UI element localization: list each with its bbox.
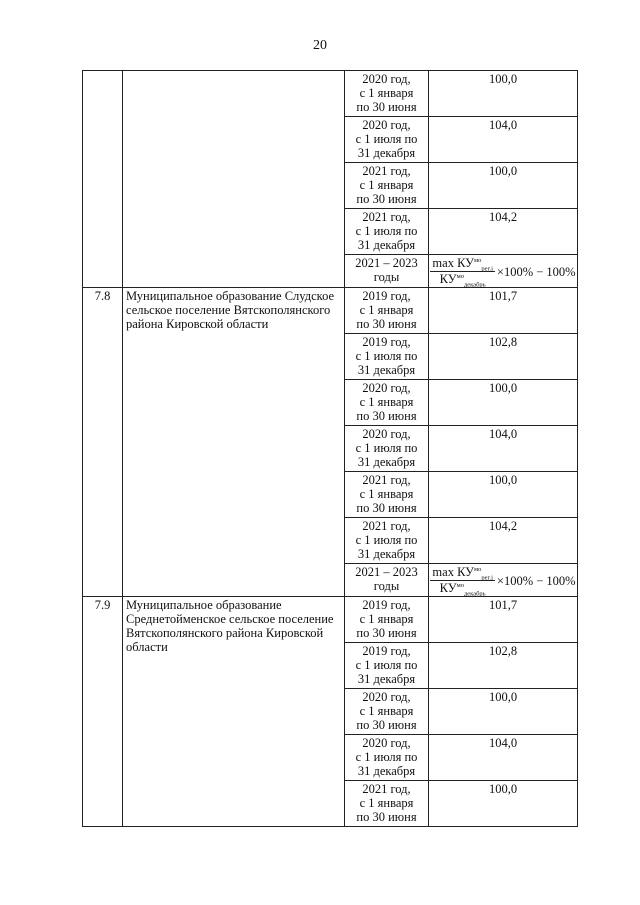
value-cell: 100,0 — [429, 781, 578, 827]
period-cell: 2021 год, с 1 января по 30 июня — [345, 472, 429, 518]
value-cell: 104,2 — [429, 518, 578, 564]
value-cell: 104,0 — [429, 426, 578, 472]
formula-cell — [429, 255, 578, 288]
period-cell: 2020 год, с 1 января по 30 июня — [345, 689, 429, 735]
formula-denominator: $КУ^{мо}_{декабрь}$ — [439, 581, 486, 598]
formula-numerator: $\max КУ^{мо}_{рег.j}$ — [432, 565, 493, 582]
growth-formula — [432, 256, 576, 289]
value-cell: 100,0 — [429, 380, 578, 426]
municipality-name — [123, 71, 345, 288]
value-cell: 100,0 — [429, 163, 578, 209]
period-cell: 2019 год, с 1 января по 30 июня — [345, 288, 429, 334]
formula-tail: ×100% − 100% — [496, 573, 576, 588]
formula-tail: ×100% − 100% — [496, 264, 576, 279]
value-cell: 100,0 — [429, 689, 578, 735]
tariff-table — [82, 70, 578, 827]
section-number — [83, 71, 123, 288]
formula-cell — [429, 564, 578, 597]
section-number: 7.9 — [83, 597, 123, 827]
period-cell: 2020 год, с 1 января по 30 июня — [345, 380, 429, 426]
formula-numerator: $\max КУ^{мо}_{рег.j}$ — [432, 256, 493, 273]
municipality-name: Муниципальное образование Слудское сельское поселение Вятскополянского района Кировской области — [123, 288, 345, 597]
value-cell: 102,8 — [429, 334, 578, 380]
municipality-name: Муниципальное образование Среднетойменское сельское поселение Вятскополянского района Кировской области — [123, 597, 345, 827]
page-number: 20 — [313, 38, 327, 53]
period-cell: 2020 год, с 1 июля по 31 декабря — [345, 426, 429, 472]
table-row — [83, 597, 578, 643]
formula-fraction — [430, 565, 494, 598]
period-cell: 2021 год, с 1 января по 30 июня — [345, 781, 429, 827]
value-cell: 104,0 — [429, 117, 578, 163]
period-cell: 2021 – 2023 годы — [345, 564, 429, 597]
value-cell: 100,0 — [429, 71, 578, 117]
period-cell: 2019 год, с 1 июля по 31 декабря — [345, 643, 429, 689]
period-cell: 2020 год, с 1 июля по 31 декабря — [345, 117, 429, 163]
formula-denominator: $КУ^{мо}_{декабрь}$ — [439, 272, 486, 289]
table-row — [83, 71, 578, 117]
value-cell: 100,0 — [429, 472, 578, 518]
value-cell: 101,7 — [429, 288, 578, 334]
value-cell: 104,2 — [429, 209, 578, 255]
value-cell: 102,8 — [429, 643, 578, 689]
period-cell: 2019 год, с 1 июля по 31 декабря — [345, 334, 429, 380]
period-cell: 2020 год, с 1 июля по 31 декабря — [345, 735, 429, 781]
period-cell: 2021 год, с 1 июля по 31 декабря — [345, 209, 429, 255]
formula-fraction — [430, 256, 494, 289]
value-cell: 104,0 — [429, 735, 578, 781]
period-cell: 2021 год, с 1 января по 30 июня — [345, 163, 429, 209]
period-cell: 2019 год, с 1 января по 30 июня — [345, 597, 429, 643]
table-row — [83, 288, 578, 334]
period-cell: 2021 – 2023 годы — [345, 255, 429, 288]
growth-formula — [432, 565, 576, 598]
period-cell: 2020 год, с 1 января по 30 июня — [345, 71, 429, 117]
section-number: 7.8 — [83, 288, 123, 597]
value-cell: 101,7 — [429, 597, 578, 643]
period-cell: 2021 год, с 1 июля по 31 декабря — [345, 518, 429, 564]
